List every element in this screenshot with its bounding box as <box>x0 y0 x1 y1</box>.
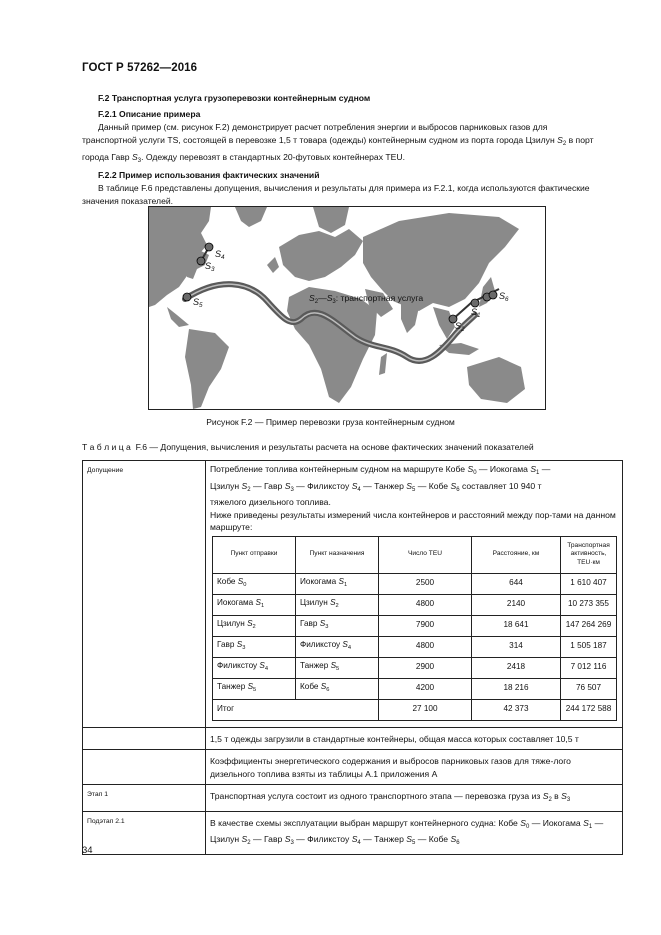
label-s2 <box>455 321 465 333</box>
label-letter: S <box>471 307 478 317</box>
cell-activity: 10 273 355 <box>561 594 617 615</box>
row-content: Коэффициенты энергетического содержания и выбросов парниковых газов для тяже-лого дизельного топлива взяты из таблицы А.1 приложения А <box>206 750 623 785</box>
land-europe <box>279 229 363 281</box>
subscript: 3 <box>290 840 294 846</box>
cell-origin: Гавр $S_3$ <box>213 636 296 657</box>
cell-origin: Филикстоу $S_4$ <box>213 657 296 678</box>
route-map-figure <box>148 206 546 410</box>
text-span: — Гавр <box>250 480 285 491</box>
port-name: Иокогама <box>217 597 254 607</box>
symbol: S <box>530 464 537 474</box>
row-label <box>83 750 206 785</box>
label-dash: — <box>318 293 327 303</box>
symbol: S <box>241 480 248 491</box>
header-activity: Транспортная активность, TEU·км <box>561 536 617 573</box>
cell-origin: Танжер $S_5$ <box>213 678 296 699</box>
table-row <box>213 594 617 615</box>
text-span: — Филикстоу <box>293 480 352 491</box>
subscript: 5 <box>336 665 340 672</box>
cell-teu: 7900 <box>379 615 472 636</box>
subscript: 2 <box>562 141 567 147</box>
symbol: S <box>131 152 138 162</box>
table-row-total <box>213 699 617 720</box>
cell-destination: Танжер $S_5$ <box>296 657 379 678</box>
port-marker-s1 <box>471 299 479 307</box>
symbol: S <box>450 480 457 491</box>
cell-destination: Цзилун $S_2$ <box>296 594 379 615</box>
cell-destination: Кобе $S_6$ <box>296 678 379 699</box>
text-span: — Кобе <box>415 480 451 491</box>
cell-destination: Филикстоу $S_4$ <box>296 636 379 657</box>
cell-distance: 2418 <box>472 657 561 678</box>
symbol: S <box>284 834 291 844</box>
row-label: Допущение <box>83 461 206 728</box>
symbol: S <box>284 480 291 491</box>
table-caption: Т а б л и ц а F.6 — Допущения, вычисления и результаты расчета на основе фактических значений показателей <box>82 442 534 452</box>
port-name: Гавр <box>300 618 318 628</box>
subscript: 6 <box>456 486 460 493</box>
cell-activity: 76 507 <box>561 678 617 699</box>
text-line: В таблице F.6 представлены допущения, вычисления и результаты для примера из F.2.1, когда используются <box>98 183 536 193</box>
symbol: S <box>351 480 358 491</box>
text-line: для транспортной услуги TS, состоящей в перевозке 1,5 т товара (одежды) контейнерным судном из порта города <box>82 122 548 145</box>
cell-total-teu: 27 100 <box>379 699 472 720</box>
section-f2 <box>82 92 598 208</box>
fuel-consumption-text <box>210 463 618 509</box>
subscript: 6 <box>326 686 330 693</box>
symbol: S <box>351 834 358 844</box>
label-letter: S <box>499 291 506 301</box>
symbol: S <box>520 817 526 828</box>
page-number: 34 <box>82 845 93 856</box>
label-letter: S <box>205 261 212 271</box>
subscript: 1 <box>343 581 348 588</box>
port-marker-s4 <box>205 243 213 251</box>
text-span: Цзилун <box>525 135 558 145</box>
label-s6 <box>499 291 509 303</box>
inner-table-header <box>213 536 617 573</box>
subscript: 2 <box>252 623 256 630</box>
text-span: в порт города Гавр <box>82 135 594 162</box>
subscript: 0 <box>243 581 247 588</box>
land-australia <box>467 357 525 403</box>
subscript: 0 <box>525 823 530 830</box>
symbol: S <box>467 464 474 474</box>
port-marker-s3 <box>197 257 205 265</box>
row-content <box>206 811 623 854</box>
subscript: 4 <box>357 840 361 846</box>
cell-teu: 2900 <box>379 657 472 678</box>
text-span: — Иокогама <box>476 464 531 474</box>
table-row-assumption <box>83 461 623 728</box>
text-span: Потребление топлива контейнерным судном на маршруте Кобе <box>210 464 468 474</box>
cell-destination: Иокогама $S_1$ <box>296 573 379 594</box>
cell-teu: 4800 <box>379 636 472 657</box>
paragraph-description <box>82 121 599 168</box>
header-destination: Пункт назначения <box>296 536 379 573</box>
text-line: фактические значения показателей. <box>82 183 590 206</box>
subsection-heading-f21: F.2.1 Описание примера <box>98 109 201 119</box>
cell-total-label: Итог <box>213 699 379 720</box>
table-row <box>213 615 617 636</box>
subscript: 1 <box>536 470 540 476</box>
cell-teu: 4800 <box>379 594 472 615</box>
subscript: 2 <box>335 602 339 609</box>
table-row <box>213 636 617 657</box>
label-s1 <box>471 307 481 319</box>
port-name: Филикстоу <box>217 660 258 670</box>
cell-teu: 4200 <box>379 678 472 699</box>
text-span: Цзилун <box>210 480 242 491</box>
text-span: Транспортная услуга состоит из одного транспортного этапа — перевозка груза из <box>210 791 543 801</box>
cell-activity: 7 012 116 <box>561 657 617 678</box>
subscript: 3 <box>325 623 329 630</box>
label-sub: 1 <box>477 312 481 319</box>
label-letter: S <box>215 249 222 259</box>
text-line: Данный пример (см. рисунок F.2) демонстрирует расчет потребления энергии и выбросов парниковых газов <box>98 122 531 132</box>
label-sub: 2 <box>314 299 319 305</box>
cell-activity: 1 610 407 <box>561 573 617 594</box>
subscript: 4 <box>264 665 269 672</box>
cell-activity: 147 264 269 <box>561 615 617 636</box>
row-content: 1,5 т одежды загрузили в стандартные контейнеры, общая масса которых составляет 10,5 т <box>206 727 623 750</box>
cell-origin: Иокогама $S_1$ <box>213 594 296 615</box>
land-india <box>401 303 419 333</box>
subscript: 2 <box>247 486 251 493</box>
text-span: — <box>539 464 551 474</box>
label-sub: 4 <box>221 254 225 261</box>
land-south-america <box>185 329 229 409</box>
label-sub: 2 <box>461 326 465 333</box>
land-greenland <box>235 207 267 227</box>
label-letter: S <box>455 321 462 331</box>
symbol: S <box>406 480 412 491</box>
cell-distance: 18 641 <box>472 615 561 636</box>
text-span: — <box>529 817 541 828</box>
cell-distance: 314 <box>472 636 561 657</box>
cell-origin: Цзилун $S_2$ <box>213 615 296 636</box>
text-span: — Филикстоу <box>293 834 352 844</box>
port-name: Филикстоу <box>300 639 341 649</box>
subscript: 4 <box>357 486 361 493</box>
label-s4 <box>215 249 225 261</box>
subscript: 4 <box>347 644 352 651</box>
section-heading: F.2 Транспортная услуга грузоперевозки контейнерным судном <box>98 93 371 103</box>
cell-distance: 2140 <box>472 594 561 615</box>
cell-total-activity: 244 172 588 <box>561 699 617 720</box>
cell-distance: 644 <box>472 573 561 594</box>
port-marker-s5 <box>183 293 191 301</box>
text-span: . Одежду перевозят в стандартных 20-футовых контейнерах TEU. <box>141 152 405 162</box>
label-sub: 3 <box>332 299 336 305</box>
text-span: В качестве схемы эксплуатации выбран маршрут контейнерного судна: Кобе <box>210 817 521 828</box>
table-f6 <box>82 460 623 855</box>
table-row-cargo-mass <box>83 727 623 750</box>
port-name: Танжер <box>217 681 246 691</box>
document-header: ГОСТ Р 57262—2016 <box>82 62 198 74</box>
port-name: Цзилун <box>300 597 328 607</box>
table-row-stage-1 <box>83 785 623 812</box>
subscript: 1 <box>588 823 593 830</box>
port-name: Кобе <box>217 576 236 586</box>
world-map <box>149 207 545 409</box>
label-sub: 3 <box>211 266 215 273</box>
text-span: — Танжер <box>360 480 407 491</box>
text-span: — Цзилун <box>210 817 604 844</box>
subscript: 5 <box>253 686 257 693</box>
symbol: S <box>561 791 567 801</box>
symbol: S <box>557 135 563 145</box>
subscript: 3 <box>137 158 142 164</box>
text-span: в <box>551 791 562 801</box>
symbol: S <box>542 791 549 801</box>
subscript: 6 <box>456 840 460 846</box>
label-sub: 5 <box>199 302 203 309</box>
table-row <box>213 657 617 678</box>
measurement-intro: Ниже приведены результаты измерений числа контейнеров и расстояний между пор-тами на данном маршруте: <box>210 509 616 532</box>
cell-teu: 2500 <box>379 573 472 594</box>
figure-caption: Рисунок F.2 — Пример перевозки груза контейнерным судном <box>206 417 455 427</box>
text-span: — Танжер <box>360 834 407 844</box>
symbol: S <box>450 834 457 844</box>
route-measurements-table <box>212 536 617 721</box>
text-span: тяжелого дизельного топлива. <box>210 497 331 507</box>
label-route-s2-s3 <box>309 293 423 305</box>
land-madagascar <box>379 353 387 375</box>
subscript: 5 <box>411 840 416 846</box>
text-span: — Кобе <box>415 834 451 844</box>
header-distance: Расстояние, км <box>472 536 561 573</box>
text-span: — Гавр <box>250 834 285 844</box>
table-row <box>213 573 617 594</box>
label-text: : транспортная услуга <box>335 293 424 303</box>
row-label: Этап 1 <box>83 785 206 812</box>
label-letter: S <box>309 293 315 303</box>
cell-origin: Кобе $S_0$ <box>213 573 296 594</box>
cell-total-distance: 42 373 <box>472 699 561 720</box>
row-label <box>83 727 206 750</box>
cell-activity: 1 505 187 <box>561 636 617 657</box>
row-content <box>206 461 623 728</box>
label-sub: 6 <box>505 296 509 303</box>
text-span: Иокогама <box>542 817 584 828</box>
land-caribbean <box>167 307 189 327</box>
label-s3 <box>205 261 215 273</box>
label-s5 <box>193 297 203 309</box>
subscript: 3 <box>242 644 246 651</box>
header-origin: Пункт отправки <box>213 536 296 573</box>
port-name: Кобе <box>300 681 319 691</box>
paragraph-table-intro <box>82 182 599 208</box>
row-content <box>206 785 623 812</box>
cell-destination: Гавр $S_3$ <box>296 615 379 636</box>
subscript: 1 <box>260 602 265 609</box>
subsection-heading-f22: F.2.2 Пример использования фактических значений <box>98 170 320 180</box>
label-letter: S <box>193 297 200 307</box>
subscript: 3 <box>566 797 571 803</box>
subscript: 5 <box>411 486 416 493</box>
subscript: 2 <box>247 840 251 846</box>
row-label: Подэтап 2.1 <box>83 811 206 854</box>
table-row <box>213 678 617 699</box>
port-name: Цзилун <box>217 618 245 628</box>
subscript: 2 <box>548 797 552 803</box>
symbol: S <box>241 834 248 844</box>
subscript: 3 <box>290 486 294 493</box>
table-row-coefficients <box>83 750 623 785</box>
symbol: S <box>583 817 589 828</box>
cell-distance: 18 216 <box>472 678 561 699</box>
land-british-isles <box>267 257 279 273</box>
label-letter: S <box>326 293 333 303</box>
symbol: S <box>406 834 412 844</box>
port-marker-s6 <box>489 291 497 299</box>
header-teu: Число TEU <box>379 536 472 573</box>
port-name: Гавр <box>217 639 235 649</box>
subscript: 0 <box>473 470 477 476</box>
text-span: составляет 10 940 т <box>459 480 542 491</box>
port-name: Танжер <box>300 660 329 670</box>
land-scandinavia <box>313 207 349 233</box>
port-name: Иокогама <box>300 576 337 586</box>
table-row-substage-2-1 <box>83 811 623 854</box>
